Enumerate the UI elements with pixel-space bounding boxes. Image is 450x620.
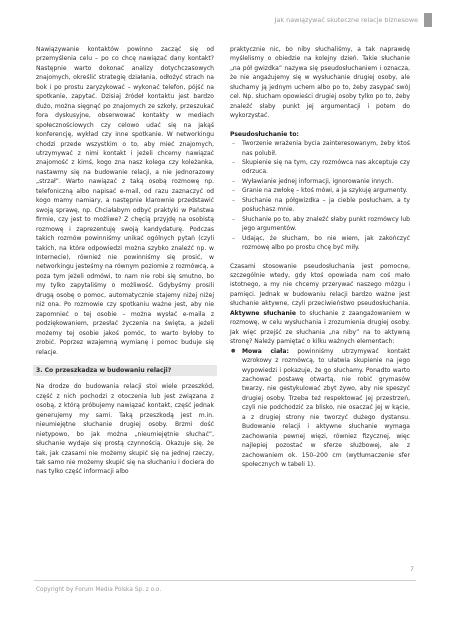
left-column: [36, 45, 214, 477]
page-header: [275, 13, 432, 27]
right-paragraph-1: praktycznie nic, bo niby słuchaliśmy, a tak naprawdę myślelismy o obiedzie na kolejny dzień. Takie słuchanie „na pół gwizdka” nazywa się pseudosłuchaniem i oznacza, że nie angażujemy się w wysłuchanie drugiej osoby, ale słuchamy ją jednym uchem albo po to, żeby zasypać swój cel. Np. słucham opowieści drugiej osoby tylko po to, żeby znaleźć słaby punkt jej argumentacji i potem do wykorzystać.: [230, 46, 410, 120]
section-heading: 3. Co przeszkadza w budowaniu relacji?: [33, 365, 217, 376]
pseudo-listening-label: Pseudosłuchanie to:: [230, 130, 299, 138]
left-paragraph-2: Na drodze do budowania relacji stoi wiele przeszkód, część z nich pochodzi z otoczenia lub jest związana z osobą, z którą próbujemy nawiązać kontakt, część jednak generujemy my sami. Taką przeszkodą jest m.in. nieumiejętne słuchanie drugiej osoby. Brzmi dość nietypowo, bo jak można „nieumiejętnie słuchać”, słuchanie wydaje się prostą czynnością. Okazuje się, że tak, jak czasami nie możemy skupić się na jednej rzeczy, tak samo nie możemy skupić się na słuchaniu i dociera do nas tylko część informacji albo: [36, 383, 214, 476]
right-column: [230, 45, 410, 469]
header-title: Jak nawiązywać skuteczne relacje biznesowe: [274, 16, 418, 24]
item-text: powinniśmy utrzymywać kontakt wzrokowy z rozmówcą, to ułatwia skupienie na jego wypowiedzi i pokazuje, że go słuchamy. Ponadto warto zachować postawę otwartą, nie robić grymasów twarzy, nie gestykulować zbyt żywo, aby nie speszyć drugiej osoby. Trzeba też respektować jej przestrzeń, czyli nie podchodzić za blisko, nie osaczać jej w kącie, a z drugiej strony nie tworzyć dużego dystansu. Budowanie relacji i aktywne słuchanie wymaga zachowania pewnej więzi, równiez fizycznej, więc najlepiej pozostać w sferze służbowej, ale z zachowaniem ok. 150–200 cm (wytłumaczenie sfer społecznych w tabeli 1).: [242, 347, 410, 469]
list-item: – Słuchanie na półgwizdka – ja cieble posłucham, a ty posłuchasz mnie.: [230, 196, 410, 215]
paragraph-text-cont: to słuchanie z zaangażowaniem w rozmowę, w celu wysłuchania i zrozumienia drugiej osoby. Jak więc przejść ze słuchania „na niby” na to aktywną stronę? Należy pamiętać o kilku ważnych elementach:: [230, 309, 410, 346]
footer-divider: [34, 580, 416, 581]
list-item: – Wyławianie jednej informacji, ignorowanie innych.: [230, 177, 410, 186]
pseudo-listening-list: [230, 139, 410, 252]
left-paragraph-1: Nawiązywanie kontaktów powinno zacząć się od przemyślenia celu – po co chcę nawiązać dany kontakt? Następnie warto dokonać analizy dotychczasowych znajomych, określić strategię działania, odłożyć strach na bok i po prostu zaryzykować – wykonać telefon, pójść na spotkanie, zapytać. Dzisiaj źródeł kontaktu jest bardzo dużo, można sięgnąć po znajomych ze szkoły, przeszukać fora dyskusyjne, obserwować kontakty w mediach społecznościowych czy celowo udać się na jakąś konferencję, wykład czy inne spotkanie. W networkingu chodzi przede wszystkim o to, aby mieć znajomych, utrzymywać z nimi kontakt i jeżeli chcemy nawiązać znajomość z kimś, kogo zna nasz kolega czy koleżanka, nastawmy się na budowanie relacji, a nie jednorazowy „strzał”. Warto nawiązać z taką osobą rozmowę np. telefoniczną albo napisać e-mail, od razu zaznaczyć od kogo mamy namiary, a następnie klarownie przedstawić swoją sprawę, np. Chciałabym odbyć praktyki w Państwa firmie, czy jest to możliwe? Z chęcią przyjdę na osobistą rozmowę i zaprezentuję swoją kandydaturę. Podczas takich rozmów powinniśmy unikać ogólnych pytań (czyli takich, na które odpowiedzi można szybko znaleźć np. w Internecie), również nie powinniśmy się prosić, w networkingu jesteśmy na równym poziomie z rozmówcą, a poza tym jeżeli odmówi, to nam nie robi się smutno, bo my tylko zapytaliśmy o możliwość. Gdybyśmy prosili drugą osobę o pomoc, automatycznie stajemy niżej niżej niż ona. Po rozmowie czy spotkaniu ważne jest, aby nie zapomnieć o tej osobie – można wysłać e-maila z podziękowaniem, przesłać życzenia na święta, a jeżeli możemy tej osobie jakoś pomóc, to warto byłoby to zrobić. Poprzez wzajemną wymianę i pomoc buduje się relacje.: [36, 46, 214, 356]
item-title: Mowa ciała:: [242, 347, 289, 355]
active-listening-term: Aktywne słuchanie: [230, 309, 296, 317]
elements-list: [230, 347, 410, 470]
list-item: – Granie na zwłokę – ktoś mówi, a ja szykuję argumenty.: [230, 186, 410, 195]
list-item: – Skupienie się na tym, czy rozmówca nas akceptuje czy odrzuca.: [230, 158, 410, 177]
right-paragraph-2: [230, 262, 410, 347]
header-marker: [424, 13, 432, 27]
footer-copyright: Copyright by Forum Media Polska Sp. z o.o.: [36, 587, 162, 593]
page-number: 7: [409, 565, 414, 573]
paragraph-text: Czasami stosowanie pseudosłuchania jest pomocne, szczególnie wtedy, gdy ktoś opowiada nam coś mało istotnego, a my nie chcemy przerywać naszego mózgu i pamięci. Jednak w budowaniu relacji bardzo ważne jest słuchanie aktywne, czyli przeciwieństwo pseudosłuchania.: [230, 262, 410, 308]
list-item: – Udając, że słucham, bo nie wiem, jak zakończyć rozmowę albo po prostu chcę być miły.: [230, 234, 410, 253]
list-item: – Tworzenie wrażenia bycia zainteresowanym, żeby ktoś nas polubił.: [230, 139, 410, 158]
list-item: – Słuchanie po to, aby znaleźć słaby punkt rozmówcy lub jego argumentów.: [230, 215, 410, 234]
list-item: [230, 347, 410, 470]
